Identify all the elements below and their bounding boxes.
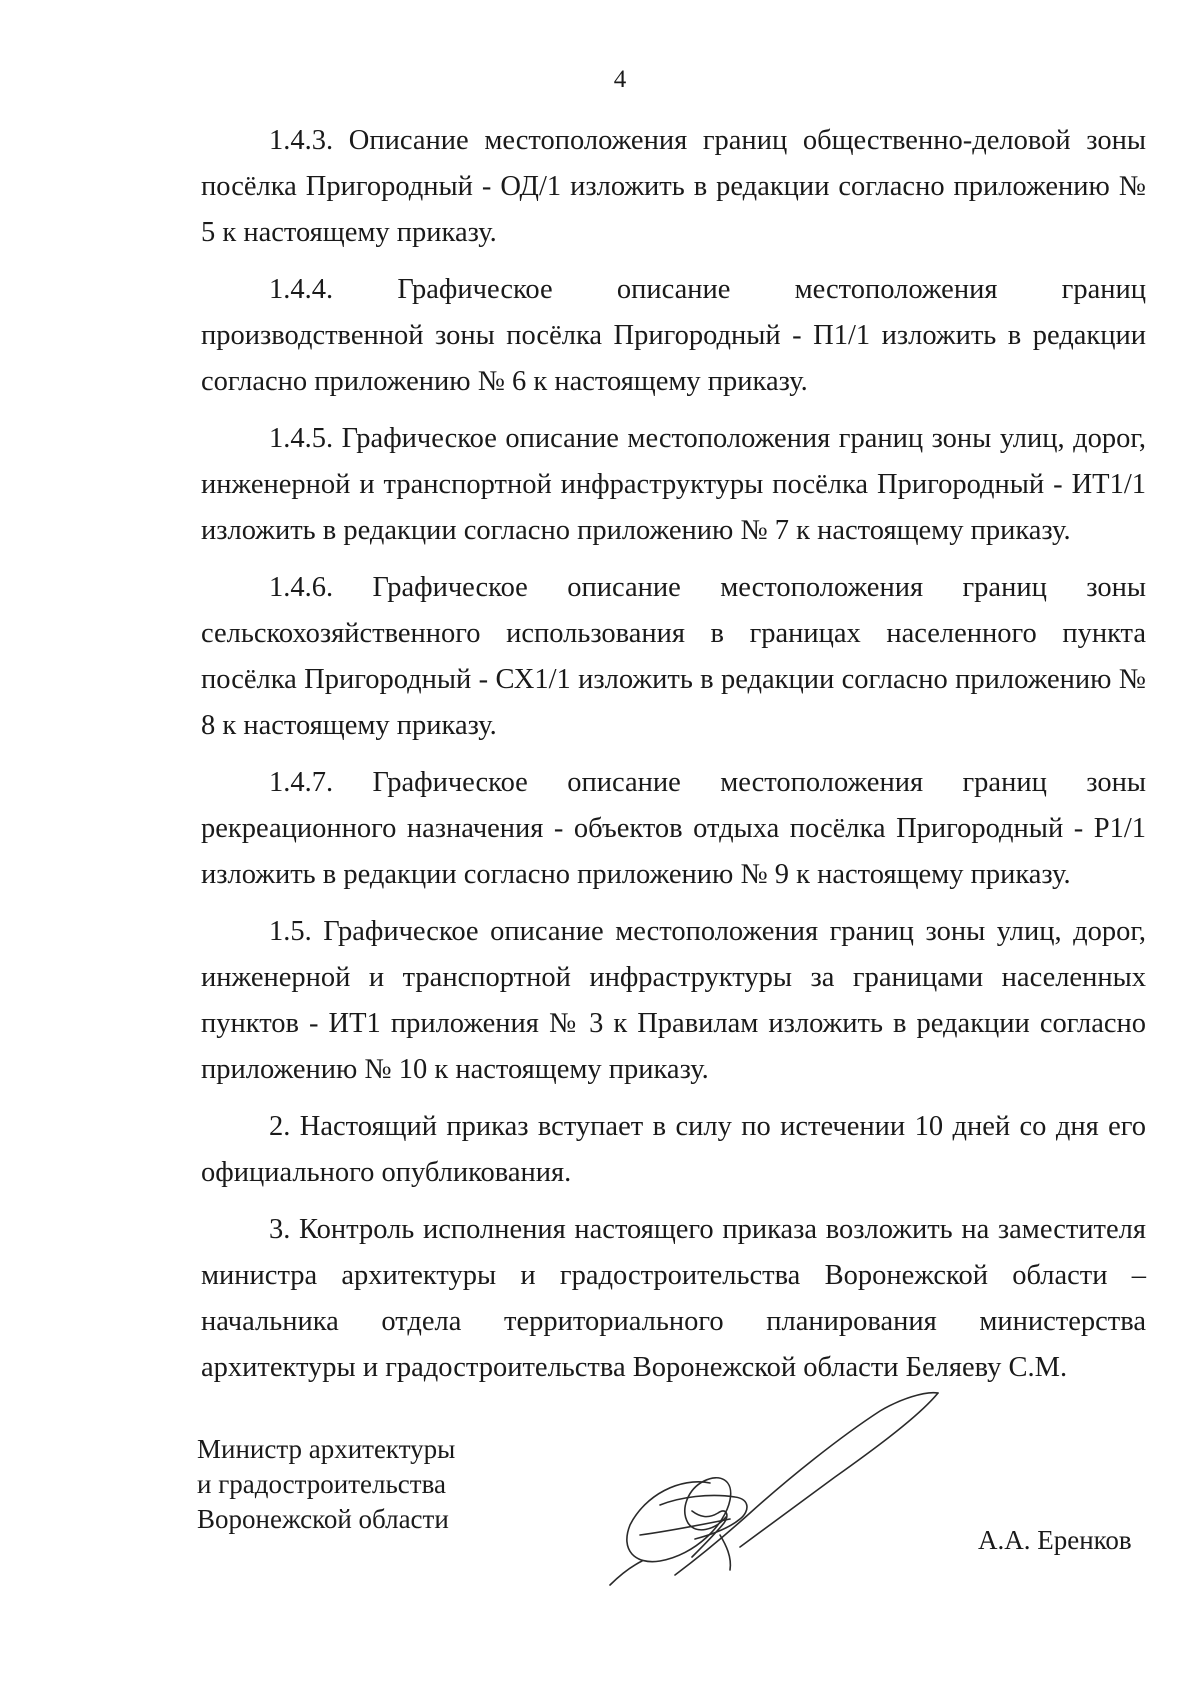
- document-body: [201, 118, 1146, 1402]
- paragraph-1-4-3: 1.4.3. Описание местоположения границ общественно-деловой зоны посёлка Пригородный - ОД/1 изложить в редакции согласно приложению № 5 к настоящему приказу.: [201, 125, 1146, 248]
- paragraph-1-4-7: 1.4.7. Графическое описание местоположения границ зоны рекреационного назначения - объектов отдыха посёлка Пригородный - Р1/1 изложить в редакции согласно приложению № 9 к настоящему приказу.: [201, 767, 1146, 890]
- paragraph-3: 3. Контроль исполнения настоящего приказа возложить на заместителя министра архитектуры и градостроительства Воронежской области – начальника отдела территориального планирования министерства архитектуры и градостроительства Воронежской области Беляеву С.М.: [201, 1214, 1146, 1383]
- signatory-position-line: Министр архитектуры: [197, 1434, 456, 1464]
- handwritten-signature: [600, 1385, 960, 1595]
- paragraph-1-5: 1.5. Графическое описание местоположения границ зоны улиц, дорог, инженерной и транспортной инфраструктуры за границами населенных пунктов - ИТ1 приложения № 3 к Правилам изложить в редакции согласно приложению № 10 к настоящему приказу.: [201, 916, 1146, 1085]
- signer-name: А.А. Еренков: [978, 1525, 1132, 1555]
- signatory-position: [197, 1432, 455, 1537]
- page-number: 4: [613, 66, 627, 93]
- paragraph-1-4-6: 1.4.6. Графическое описание местоположения границ зоны сельскохозяйственного использования в границах населенного пункта посёлка Пригородный - СХ1/1 изложить в редакции согласно приложению № 8 к настоящему приказу.: [201, 572, 1146, 741]
- signatory-position-line: Воронежской области: [197, 1504, 449, 1534]
- signatory-position-line: и градостроительства: [197, 1469, 446, 1499]
- paragraph-1-4-5: 1.4.5. Графическое описание местоположения границ зоны улиц, дорог, инженерной и транспортной инфраструктуры посёлка Пригородный - ИТ1/1 изложить в редакции согласно приложению № 7 к настоящему приказу.: [201, 423, 1146, 546]
- paragraph-2: 2. Настоящий приказ вступает в силу по истечении 10 дней со дня его официального опубликования.: [201, 1111, 1146, 1188]
- paragraph-1-4-4: 1.4.4. Графическое описание местоположения границ производственной зоны посёлка Пригородный - П1/1 изложить в редакции согласно приложению № 6 к настоящему приказу.: [201, 274, 1146, 397]
